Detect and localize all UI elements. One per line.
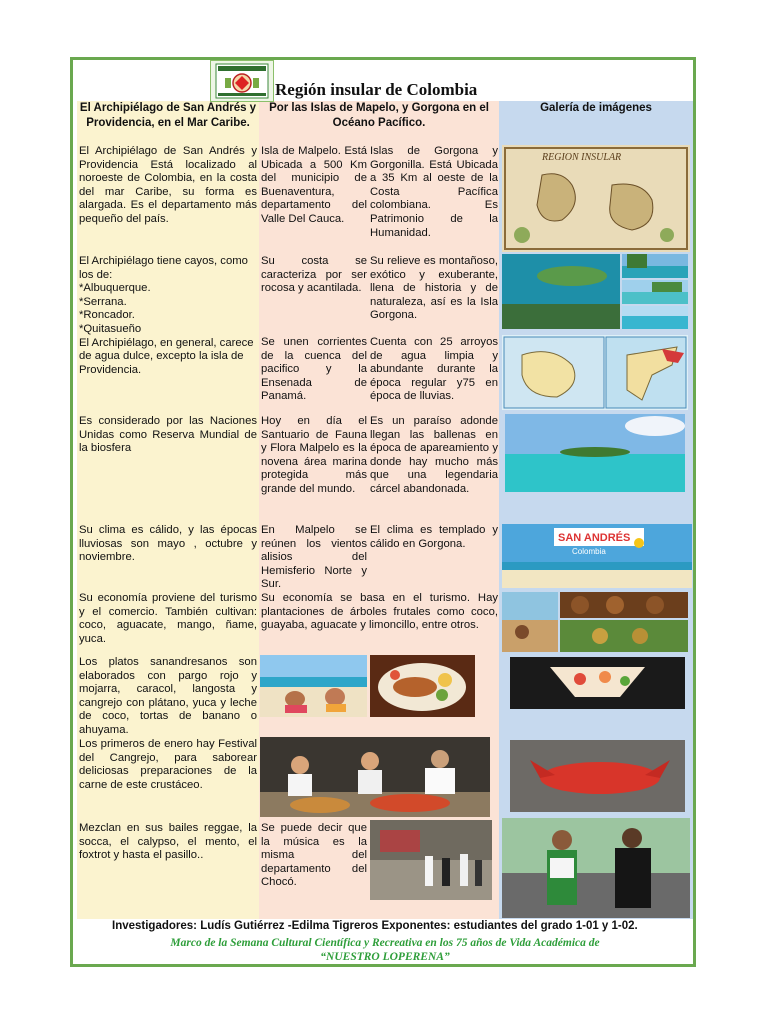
traditional-dress-photo xyxy=(502,818,690,918)
col1-bailes: Mezclan en sus bailes reggae, la socca, el calypso, el mento, el foxtrot y hasta el pasillo.. xyxy=(79,822,257,862)
footer-line-3: “NUESTRO LOPERENA” xyxy=(320,951,450,963)
beach-people-photo xyxy=(260,655,367,717)
col1-clima: Su clima es cálido, y las épocas lluviosas son mayo , octubre y noviembre. xyxy=(79,524,257,564)
col1-intro: El Archipiélago de San Andrés y Providencia Está localizado al noroeste de Colombia, en la costa del mar Caribe, su forma es alargada. Es el departamento más pequeño del país. xyxy=(79,145,257,225)
region-insular-map xyxy=(502,145,690,252)
coconuts-photo xyxy=(560,592,688,618)
malpelo-vientos: En Malpelo se reúnen los vientos alisios del Hemisferio Norte y Sur. xyxy=(261,524,367,591)
footer-investigadores: Investigadores: Ludís Gutiérrez -Edilma Tigreros Exponentes: estudiantes del grado 1-01 y 1-02. xyxy=(112,920,638,932)
economia-turismo: Su economía se basa en el turismo. Hay plantaciones de árboles frutales como coco, guayaba, aguacate y limoncillo, entre otros. xyxy=(261,592,498,632)
dance-group-photo xyxy=(370,820,492,900)
turquoise-sea-photo xyxy=(622,306,688,329)
gorgona-maps xyxy=(502,335,688,410)
festival-cooks-photo xyxy=(260,737,490,817)
malpelo-costa: Su costa se caracteriza por ser rocosa y acantilada. xyxy=(261,255,367,295)
school-logo xyxy=(210,60,274,102)
column-1-header: El Archipiélago de San Andrés y Providencia, en el Mar Caribe. xyxy=(79,102,257,129)
palm-beach-photo-1 xyxy=(622,254,688,278)
coconut-tree-photo xyxy=(560,620,688,652)
malpelo-santuario: Hoy en día el Santuario de Fauna y Flora Malpelo es la novena área marina protegida más grande del mundo. xyxy=(261,415,367,495)
ceviche-photo xyxy=(510,657,685,709)
malpelo-ubicacion: Isla de Malpelo. Está Ubicada a 500 Km del municipio de Buenaventura, departamento del Valle Del Cauca. xyxy=(261,145,367,225)
col1-cayos: El Archipiélago tiene cayos, como los de: *Albuquerque. *Serrana. *Roncador. *Quitasueño El Archipiélago, en general, carece de agua dulce, excepto la isla de Providencia. xyxy=(79,255,254,376)
page-title: Región insular de Colombia xyxy=(275,80,478,99)
island-aerial-photo xyxy=(502,254,620,329)
gorgona-clima: El clima es templado y cálido en Gorgona. xyxy=(370,524,498,550)
gorgona-ballenas: Es un paraíso adonde llegan las ballenas en época de apareamiento y donde hay mucho más que una legendaria cárcel abandonada. xyxy=(370,415,498,495)
malpelo-corrientes: Se unen corrientes de la cuenca del pacifico y la Ensenada de Panamá. xyxy=(261,336,367,403)
gorgona-ubicacion: Islas de Gorgona y Gorgonilla. Está Ubicada a 35 Km al oeste de la Costa Pacífica colombiana. Es Patrimonio de la Humanidad. xyxy=(370,145,498,239)
footer-line-2: Marco de la Semana Cultural Científica y Recreativa en los 75 años de Vida Académica de xyxy=(170,937,600,949)
caribbean-island-photo xyxy=(505,414,685,492)
food-plate-photo xyxy=(370,655,475,717)
san-andres-banner xyxy=(502,524,692,588)
malpelo-musica: Se puede decir que la música es la misma del departamento del Chocó. xyxy=(261,822,367,889)
gorgona-relieve: Su relieve es montañoso, exótico y exuberante, llena de historia y de naturaleza, así es la Isla Gorgona. xyxy=(370,255,498,322)
col1-economia: Su economía proviene del turismo y el comercio. También cultivan: coco, aguacate, mango, ñame, yuca. xyxy=(79,592,257,645)
col1-platos: Los platos sanandresanos son elaborados con pargo rojo y mojarra, caracol, langosta y cangrejo con plátano, yuca y leche de coco, tortas de banano o ahuyama. xyxy=(79,656,257,736)
san-andres-sublabel: Colombia xyxy=(572,547,606,556)
palm-beach-photo-2 xyxy=(622,280,688,304)
footer-caption xyxy=(77,936,693,964)
column-3-header: Galería de imágenes xyxy=(540,102,652,114)
column-2-header: Por las Islas de Mapelo, y Gorgona en el Océano Pacífico. xyxy=(269,102,489,129)
col1-festival: Los primeros de enero hay Festival del Cangrejo, para saborear deliciosas preparaciones de la carne de este crustáceo. xyxy=(79,738,257,791)
gorgona-arroyos: Cuenta con 25 arroyos de agua limpia y abundante durante la época regular y75 en época de lluvias. xyxy=(370,336,498,403)
fruit-vendor-photo xyxy=(502,620,558,652)
map-title: REGION INSULAR xyxy=(542,152,622,163)
col1-biosfera: Es considerado por las Naciones Unidas como Reserva Mundial de la biosfera xyxy=(79,415,257,455)
crab-parade-photo xyxy=(510,740,685,812)
san-andres-label: SAN ANDRÉS xyxy=(558,532,631,544)
